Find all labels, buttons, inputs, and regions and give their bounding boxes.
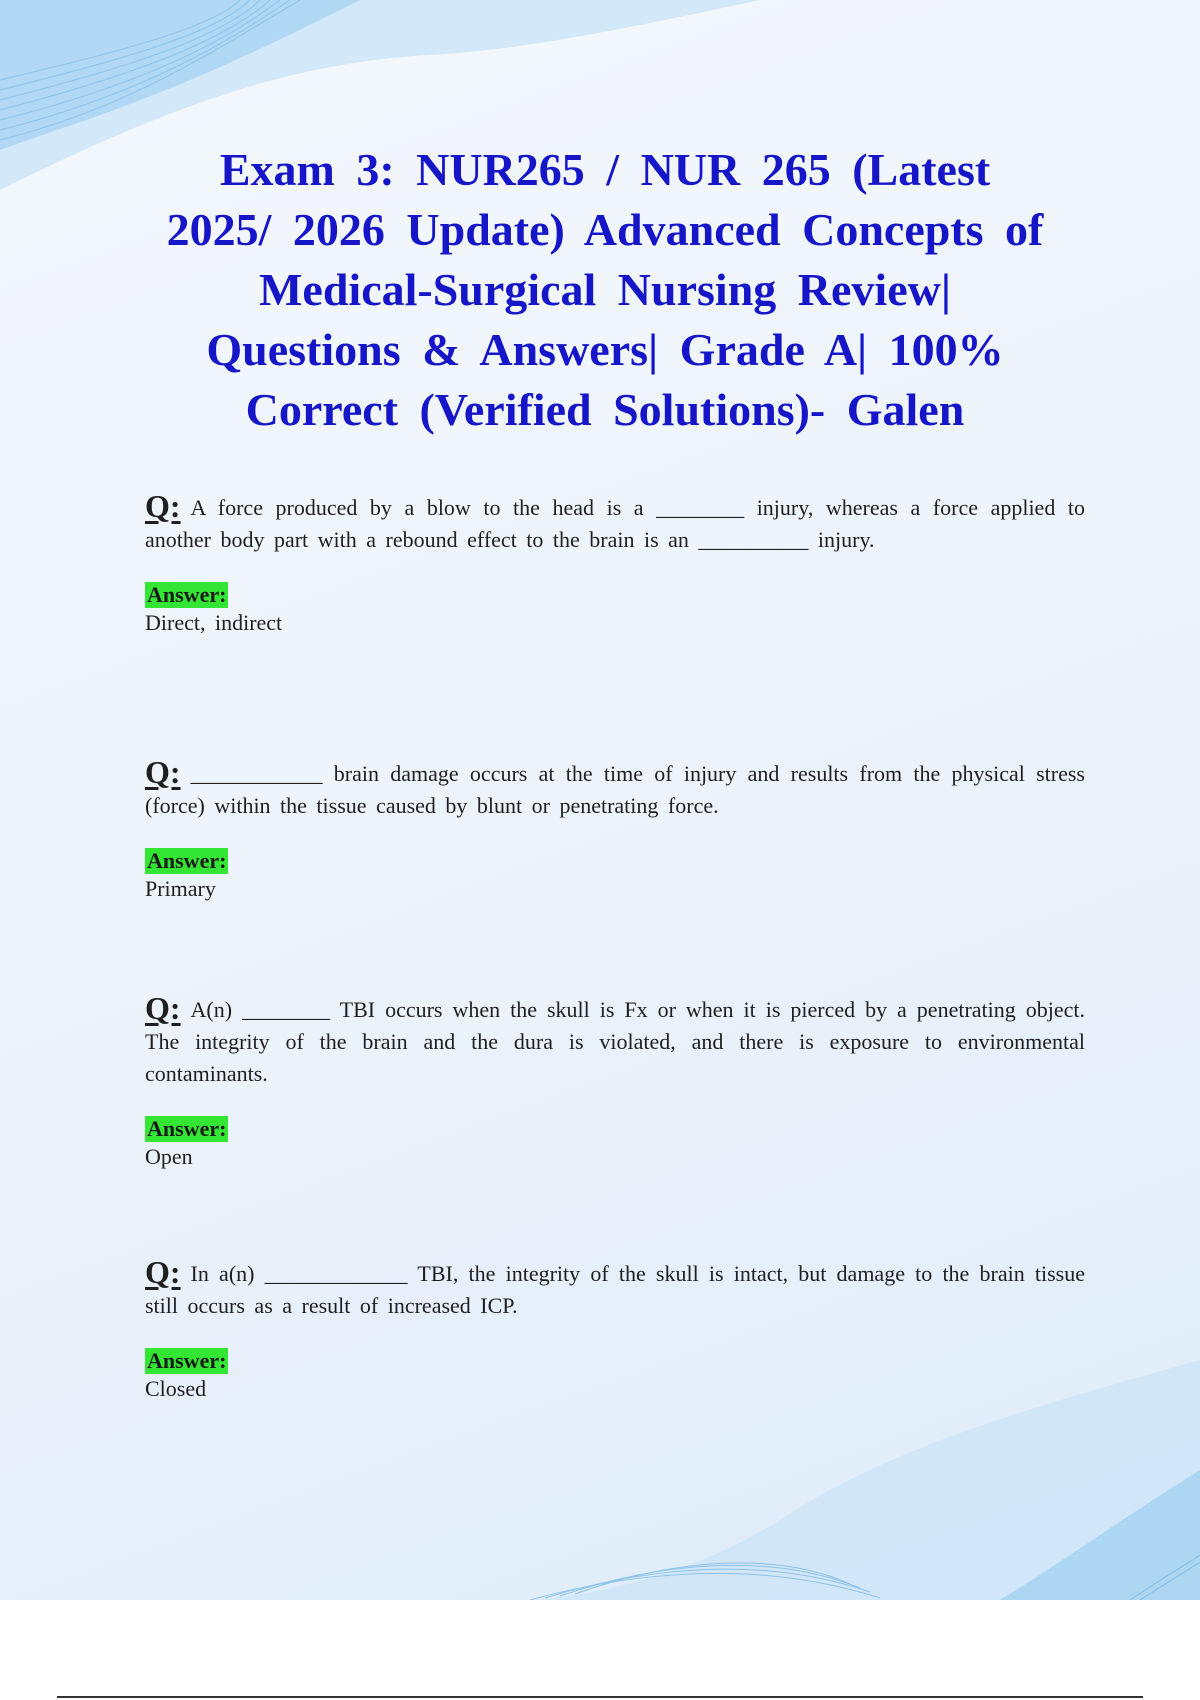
answer-text: Direct, indirect xyxy=(145,610,283,635)
question-body: In a(n) _____________ TBI, the integrity of the skull is intact, but damage to the brain tissue still occurs as a result of increased ICP. xyxy=(145,1261,1085,1318)
question-text xyxy=(145,1256,1085,1322)
question-label: Q: xyxy=(145,990,181,1026)
qa-item xyxy=(145,992,1085,1172)
question-label: Q: xyxy=(145,754,181,790)
document-title: Exam 3: NUR265 / NUR 265 (Latest 2025/ 2026 Update) Advanced Concepts of Medical-Surgical Nursing Review| Questions & Answers| Grade A| 100% Correct (Verified Solutions)- Galen xyxy=(166,144,1044,435)
question-body: ____________ brain damage occurs at the time of injury and results from the physical stress (force) within the tissue caused by blunt or penetrating force. xyxy=(145,761,1085,818)
question-body: A force produced by a blow to the head is a ________ injury, whereas a force applied to another body part with a rebound effect to the brain is an __________ injury. xyxy=(145,495,1085,552)
answer-label: Answer: xyxy=(147,582,227,607)
question-body: A(n) ________ TBI occurs when the skull is Fx or when it is pierced by a penetrating object. The integrity of the brain and the dura is violated, and there is exposure to environmental contaminants. xyxy=(145,997,1085,1086)
answer-label: Answer: xyxy=(147,1116,227,1141)
answer-label: Answer: xyxy=(147,848,227,873)
question-text xyxy=(145,490,1085,556)
answer-text: Closed xyxy=(145,1376,207,1401)
qa-item xyxy=(145,756,1085,904)
answer-text: Primary xyxy=(145,876,216,901)
answer-label: Answer: xyxy=(147,1348,227,1373)
question-label: Q: xyxy=(145,488,181,524)
question-text xyxy=(145,756,1085,822)
qa-item xyxy=(145,1256,1085,1404)
qa-item xyxy=(145,490,1085,638)
question-label: Q: xyxy=(145,1254,181,1290)
answer-text: Open xyxy=(145,1144,193,1169)
page-bottom-rule xyxy=(57,1696,1143,1698)
question-text xyxy=(145,992,1085,1090)
